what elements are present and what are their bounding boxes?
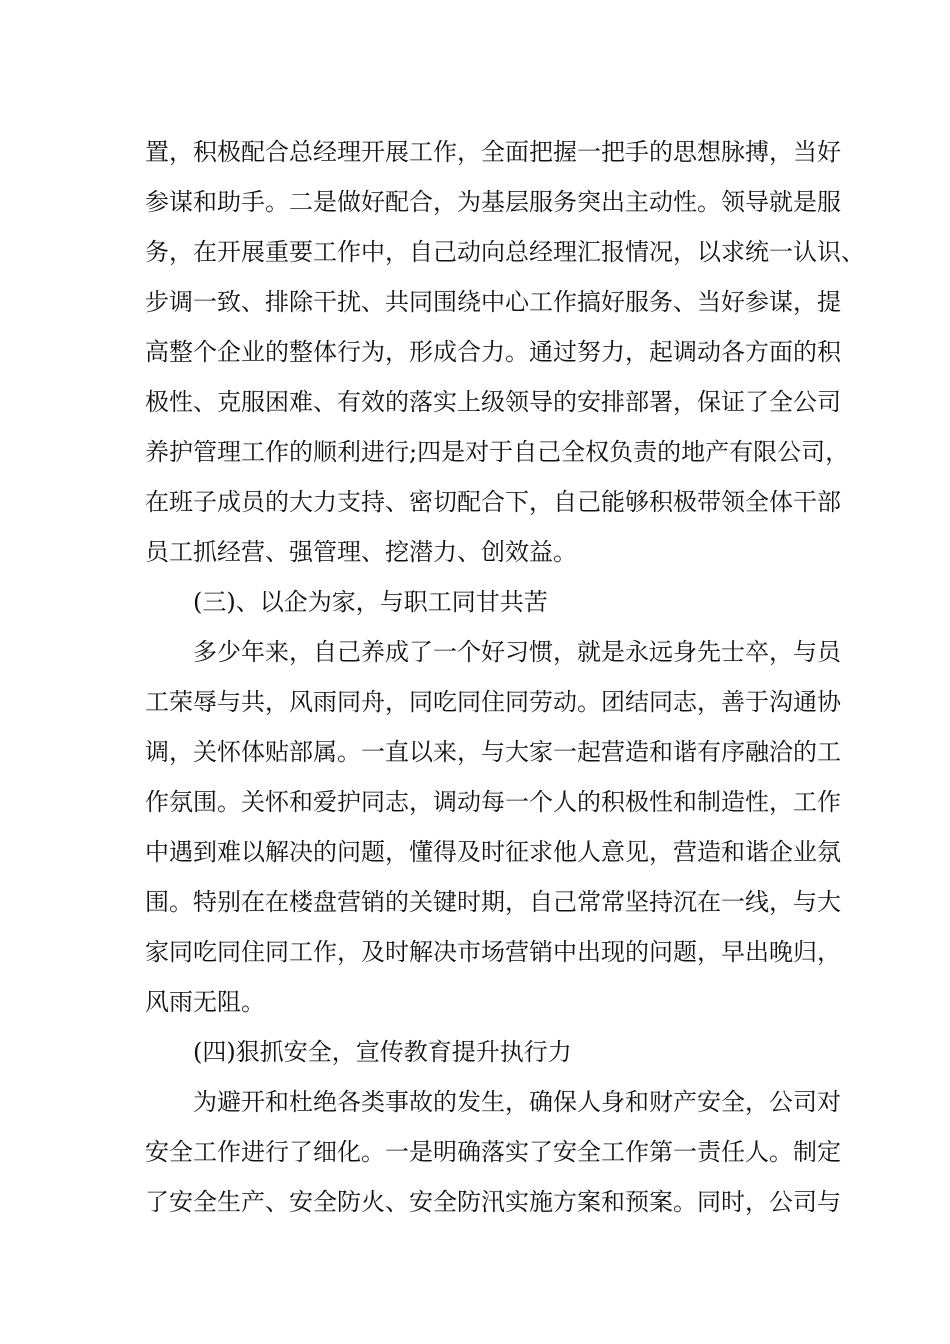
text-line: 极性、克服困难、有效的落实上级领导的安排部署，保证了全公司 bbox=[145, 388, 841, 416]
text-line: 调，关怀体贴部属。一直以来，与大家一起营造和谐有序融洽的工 bbox=[145, 738, 841, 766]
text-line: 置，积极配合总经理开展工作，全面把握一把手的思想脉搏，当好 bbox=[145, 138, 841, 166]
section-heading: (四)狠抓安全，宣传教育提升执行力 bbox=[193, 1038, 572, 1066]
text-line: 多少年来，自己养成了一个好习惯，就是永远身先士卒，与员 bbox=[193, 638, 841, 666]
text-line: 围。特别在在楼盘营销的关键时期，自己常常坚持沉在一线，与大 bbox=[145, 888, 841, 916]
text-line: 了安全生产、安全防火、安全防汛实施方案和预案。同时，公司与 bbox=[145, 1188, 841, 1216]
section-heading: (三)、以企为家，与职工同甘共苦 bbox=[193, 588, 548, 616]
text-line: 参谋和助手。二是做好配合，为基层服务突出主动性。领导就是服 bbox=[145, 188, 841, 216]
text-line: 在班子成员的大力支持、密切配合下，自己能够积极带领全体干部 bbox=[145, 488, 841, 516]
text-line: 为避开和杜绝各类事故的发生，确保人身和财产安全，公司对 bbox=[193, 1088, 841, 1116]
text-line: 家同吃同住同工作，及时解决市场营销中出现的问题，早出晚归， bbox=[145, 938, 841, 966]
text-line: 工荣辱与共，风雨同舟，同吃同住同劳动。团结同志，善于沟通协 bbox=[145, 688, 841, 716]
text-line: 风雨无阻。 bbox=[145, 988, 265, 1016]
text-line: 作氛围。关怀和爱护同志，调动每一个人的积极性和制造性，工作 bbox=[145, 788, 841, 816]
text-line: 员工抓经营、强管理、挖潜力、创效益。 bbox=[145, 538, 577, 566]
text-line: 中遇到难以解决的问题，懂得及时征求他人意见，营造和谐企业氛 bbox=[145, 838, 841, 866]
text-line: 高整个企业的整体行为，形成合力。通过努力，起调动各方面的积 bbox=[145, 338, 841, 366]
text-line: 养护管理工作的顺利进行;四是对于自己全权负责的地产有限公司， bbox=[145, 438, 850, 466]
text-line: 步调一致、排除干扰、共同围绕中心工作搞好服务、当好参谋，提 bbox=[145, 288, 841, 316]
text-line: 安全工作进行了细化。一是明确落实了安全工作第一责任人。制定 bbox=[145, 1138, 841, 1166]
text-line: 务，在开展重要工作中，自己动向总经理汇报情况，以求统一认识、 bbox=[145, 238, 865, 266]
